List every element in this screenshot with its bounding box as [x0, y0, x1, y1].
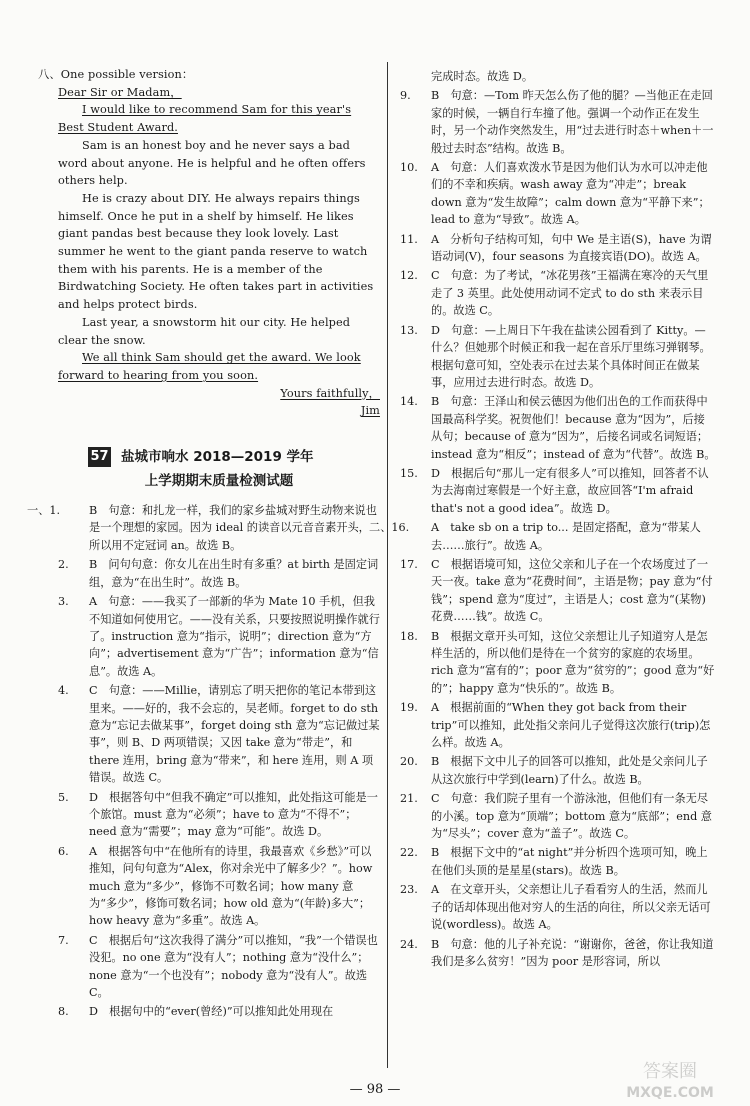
answer-number: 20. — [400, 755, 418, 769]
answer-item — [58, 1003, 380, 1020]
answer-number: 13. — [400, 323, 418, 337]
answer-item — [400, 267, 716, 319]
answer-number: 15. — [400, 466, 418, 480]
section-57-heading — [58, 446, 380, 492]
section-title-line-2: 上学期期末质量检测试题 — [144, 473, 294, 490]
answer-number: 10. — [400, 161, 418, 175]
essay-paragraph-4: Last year, a snowstorm hit our city. He helped clear the snow. — [58, 315, 351, 347]
answer-item — [400, 465, 716, 517]
answer-item — [58, 593, 380, 680]
answer-number: 19. — [400, 701, 418, 715]
answer-text: B 问句句意：你女儿在出生时有多重？at birth 是固定词组，意为“在出生时”。故选 B。 — [89, 558, 379, 589]
answer-text: B 句意：—Tom 昨天怎么伤了他的腿？—当他正在走回家的时候，一辆自行车撞了他。强调一个动作正在发生时，另一个动作突然发生，用“过去进行时态＋when＋一般过去时态”结构。故选 B。 — [431, 89, 714, 155]
essay — [38, 66, 380, 420]
answer-item — [400, 556, 716, 626]
answer-number: 二、16. — [369, 521, 410, 535]
answer-number: 8. — [58, 1005, 69, 1019]
essay-paragraph-2: Sam is an honest boy and he never says a bad word about anyone. He is helpful and he often offers others help. — [58, 138, 366, 188]
answers-left — [27, 502, 380, 1021]
answer-text: D 根据答句中“但我不确定”可以推知，此处指这可能是一个旅馆。must 意为“必须”；have to 意为“不得不”；need 意为“需要”；may 意为“可能”。故选 D。 — [89, 790, 378, 839]
section-number-badge: 57 — [88, 447, 111, 467]
answer-text: C 根据语境可知，这位父亲和儿子在一个农场度过了一天一夜。take 意为“花费时间”，主语是物；pay 意为“付钱”；spend 意为“度过”，主语是人；cost 意为“(某物)花费……钱”。故选 C。 — [431, 557, 713, 624]
answer-text: B 句意：和扎龙一样，我们的家乡盐城对野生动物来说也是一个理想的家园。因为 ideal 的读音以元音音素开头，所以用不定冠词 an。故选 B。 — [89, 504, 377, 552]
answer-text: D 句意：—上周日下午我在盐读公园看到了 Kitty。—什么？但她那个时候正和我一起在音乐厅里练习弹钢琴。根据句意可知，空处表示在过去某个具体时间正在做某事，应用过去进行时态。故选 D。 — [431, 323, 711, 389]
watermark-logo — [608, 1057, 738, 1103]
answer-text: A take sb on a trip to... 是固定搭配，意为“带某人去……旅行”。故选 A。 — [431, 521, 701, 552]
answer-text: D 根据后句“那儿一定有很多人”可以推知，回答者不认为去海南过寒假是一个好主意，故应回答“I'm afraid that's not a good idea”。故选 D。 — [431, 466, 709, 515]
answer-text: B 句意：王泽山和侯云德因为他们出色的工作而获得中国最高科学奖。祝贺他们！because 意为“因为”，后接从句；because of 意为“因为”，后接名词或名词短语；instead 意为“相反”；instead of 意为“代替”。故选 B。 — [431, 395, 716, 461]
answer-number: 12. — [400, 269, 418, 283]
answer-item — [58, 932, 380, 1002]
answer-item — [400, 68, 716, 85]
column-divider — [387, 62, 388, 1068]
answer-text: C 根据后句“这次我得了满分”可以推知，“我”一个错误也没犯。no one 意为“没有人”；nothing 意为“没什么”；none 意为“一个也没有”；nobody 意为“没有人”。故选 C。 — [89, 933, 378, 1000]
answer-number: 21. — [400, 792, 418, 806]
answer-text: A 在文章开头，父亲想让儿子看看穷人的生活，然而儿子的话却体现出他对穷人的生活的向往，所以父亲无话可说(wordless)。故选 A。 — [431, 883, 711, 932]
answer-text: A 句意：——我买了一部新的华为 Mate 10 手机，但我不知道如何使用它。——没有关系，只要按照说明操作就行了。instruction 意为“指示，说明”；direction 意为“方向”；advertisement 意为“广告”；information 意为“信息”。故选 A。 — [89, 595, 380, 678]
answer-number: 9. — [400, 89, 411, 103]
answer-text: A 句意：人们喜欢泼水节是因为他们认为水可以冲走他们的不幸和疾病。wash away 意为“冲走”；break down 意为“发生故障”；calm down 意为“平静下来”；lead to 意为“导致”。故选 A。 — [431, 161, 710, 227]
answer-number: 17. — [400, 557, 418, 571]
answer-text: A 分析句子结构可知，句中 We 是主语(S)，have 为谓语动词(V)，four seasons 为直接宾语(DO)。故选 A。 — [431, 232, 712, 264]
answer-text: C 句意：为了考试，“冰花男孩”王福满在寒冷的天气里走了 3 英里。此处使用动词不定式 to do sth 来表示目的。故选 C。 — [431, 269, 709, 318]
answer-item — [400, 159, 716, 229]
answer-text: B 根据下文中儿子的回答可以推知，此处是父亲问儿子从这次旅行中学到(learn)了什么。故选 B。 — [431, 755, 708, 786]
answer-number: 4. — [58, 684, 69, 698]
answer-number: 2. — [58, 558, 69, 572]
answer-item — [58, 682, 380, 786]
watermark-line-1: 答案圈 — [643, 1061, 697, 1082]
answer-item — [400, 753, 716, 788]
answer-item — [400, 322, 716, 392]
answer-number: 14. — [400, 395, 418, 409]
essay-paragraph-1: I would like to recommend Sam for this year's Best Student Award. — [58, 103, 352, 135]
answer-text: B 根据下文中的“at night”并分析四个选项可知，晚上在他们头顶的是星星(stars)。故选 B。 — [431, 846, 708, 877]
answer-number: 7. — [58, 933, 69, 947]
answer-item — [400, 790, 716, 842]
answer-number: 5. — [58, 790, 69, 804]
page-number: — 98 — — [349, 1082, 401, 1097]
answer-text: D 根据句中的“ever(曾经)”可以推知此处用现在 — [89, 1005, 334, 1019]
answer-item — [400, 628, 716, 698]
answer-text: B 根据文章开头可知，这位父亲想让儿子知道穷人是怎样生活的，所以他们是待在一个贫穷的家庭的农场里。rich 意为“富有的”；poor 意为“贫穷的”；good 意为“好的”；happy 意为“快乐的”。故选 B。 — [431, 629, 715, 695]
answer-item — [369, 519, 716, 554]
watermark-line-2: MXQE.COM — [626, 1085, 714, 1101]
section-title-line-1: 盐城市响水 2018—2019 学年 — [121, 449, 314, 466]
answer-number: 22. — [400, 846, 418, 860]
answer-number: 18. — [400, 629, 418, 643]
answer-text: C 句意：我们院子里有一个游泳池，但他们有一条无尽的小溪。top 意为“顶端”；bottom 意为“底部”；end 意为“尽头”；cover 意为“盖子”。故选 C。 — [431, 792, 712, 841]
essay-closing: Yours faithfully， — [280, 386, 380, 400]
answer-item — [58, 789, 380, 841]
answer-item — [400, 231, 716, 266]
essay-heading: 八、One possible version： — [38, 68, 194, 81]
answer-item — [58, 843, 380, 930]
answer-item — [400, 393, 716, 463]
answer-item — [400, 844, 716, 879]
answer-item — [27, 502, 380, 554]
answer-number: 6. — [58, 844, 69, 858]
left-column — [27, 0, 380, 1023]
answer-item — [400, 87, 716, 157]
answer-text: 完成时态。故选 D。 — [431, 70, 534, 83]
essay-signature: Jim — [360, 404, 380, 418]
answer-text: B 句意：他的儿子补充说：“谢谢你，爸爸，你让我知道我们是多么贫穷！”因为 poor 是形容词，所以 — [431, 937, 714, 968]
answer-item — [400, 936, 716, 971]
answer-item — [400, 881, 716, 933]
answer-text: A 根据前面的“When they got back from their trip”可以推知，此处指父亲问儿子觉得这次旅行(trip)怎么样。故选 A。 — [431, 701, 711, 750]
answer-text: C 句意：——Millie，请别忘了明天把你的笔记本带到这里来。——好的，我不会忘的，吴老师。forget to do sth 意为“忘记去做某事”，forget doing sth 意为“忘记做过某事”，则 B、D 两项错误；又因 take 意为“带走”，和 there 连用，bring 意为“带来”，和 here 连用，则 A 项错误。故选 C。 — [89, 684, 380, 785]
answer-number: 23. — [400, 883, 418, 897]
essay-paragraph-3: He is crazy about DIY. He always repairs things himself. Once he put in a shelf by himself. He likes giant pandas best because they look lovely. Last summer he went to the giant panda reserve to watch them with his parents. He is a member of the Birdwatching Society. He often takes part in activities and helps protect birds. — [58, 191, 374, 312]
answer-item — [400, 699, 716, 751]
essay-salutation: Dear Sir or Madam， — [58, 85, 182, 99]
answer-text: A 根据答句中“在他所有的诗里，我最喜欢《乡愁》”可以推知，问句句意为“Alex，你对余光中了解多少？”。how much 意为“多少”，修饰不可数名词；how many 意为“多少”，修饰可数名词；how old 意为“(年龄)多大”；how heavy 意为“多重”。故选 A。 — [89, 844, 373, 928]
answer-number: 3. — [58, 595, 69, 609]
answer-number: 一、1. — [27, 504, 61, 518]
answer-number: 24. — [400, 937, 418, 951]
answer-number: 11. — [400, 232, 418, 246]
answer-item — [58, 556, 380, 591]
essay-paragraph-5: We all think Sam should get the award. We look forward to hearing from you soon. — [58, 351, 361, 382]
